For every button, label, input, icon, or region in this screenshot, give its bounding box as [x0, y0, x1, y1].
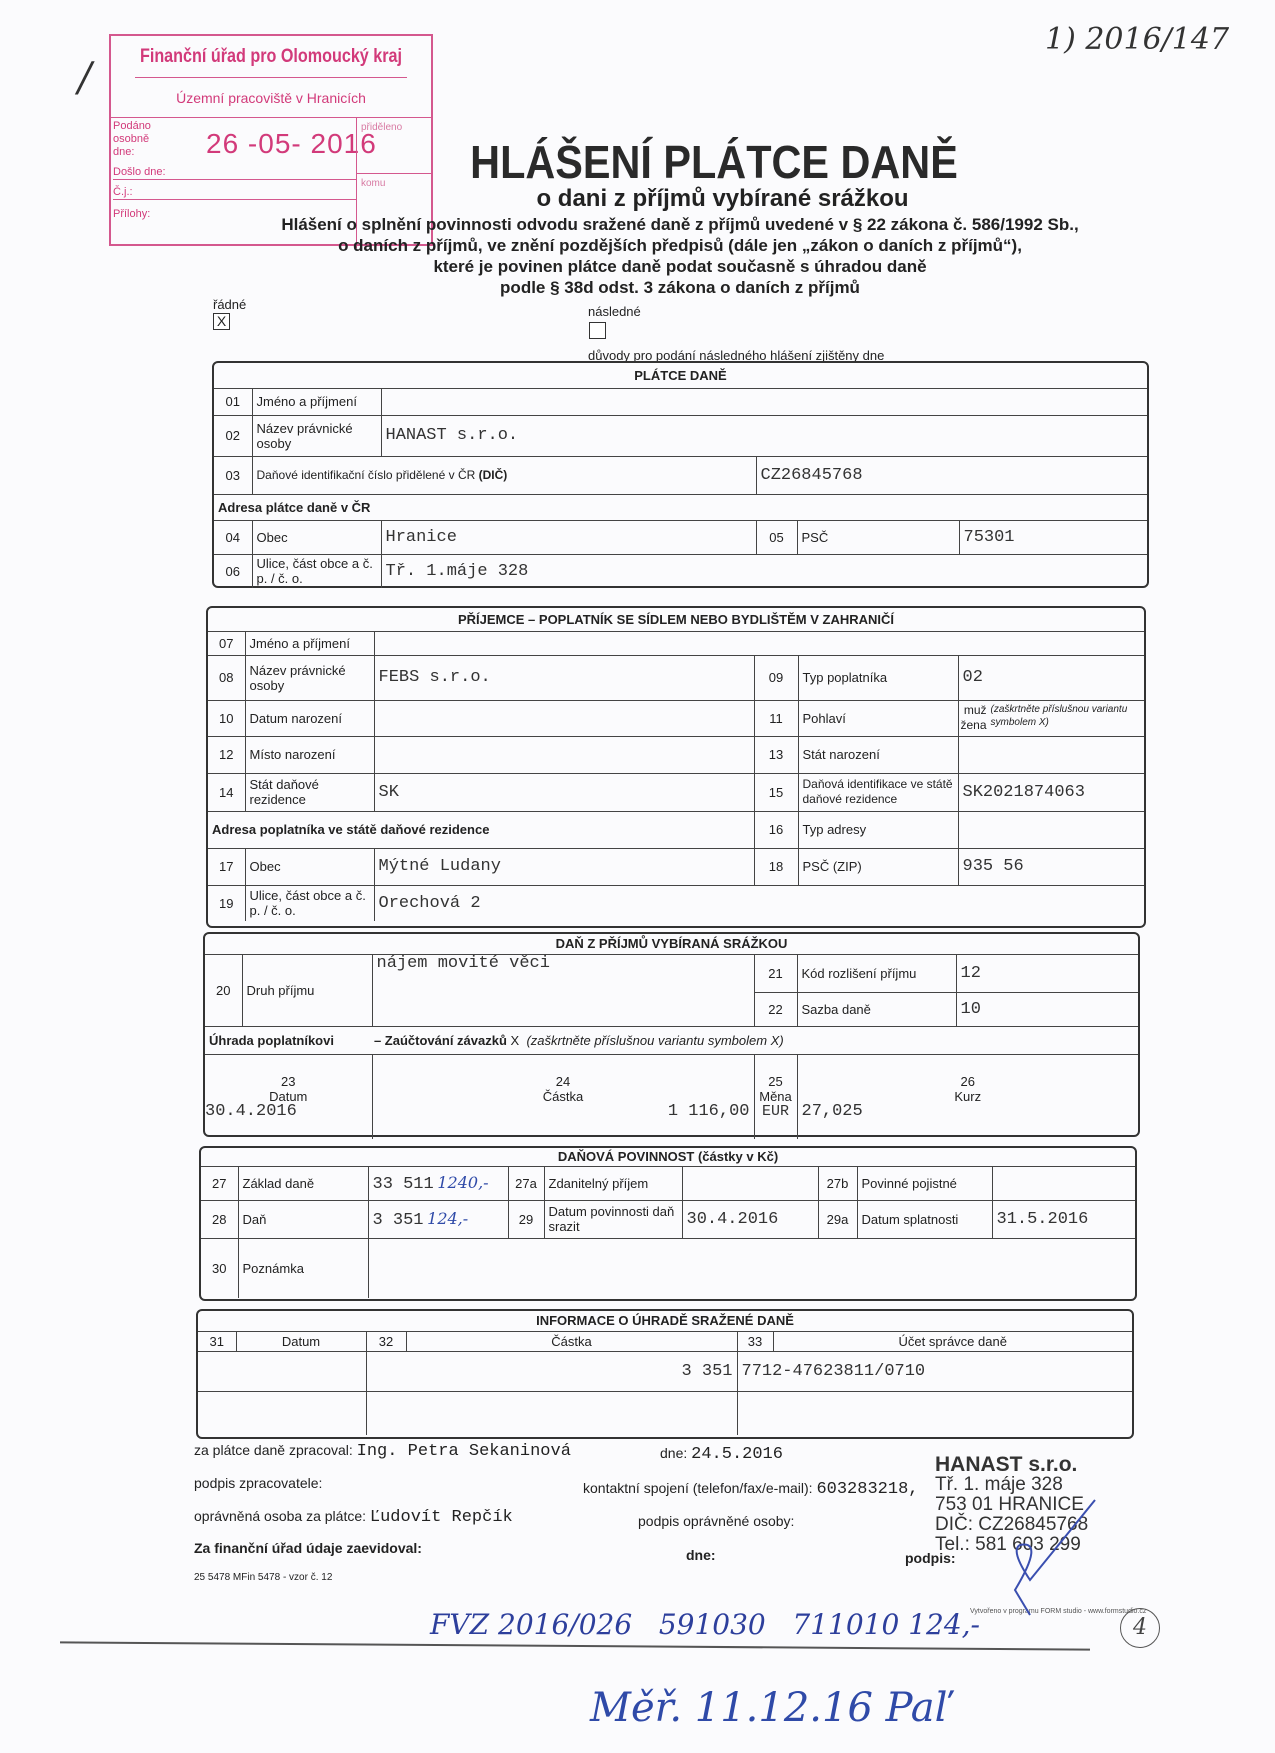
payer-name-field[interactable] — [381, 388, 1147, 415]
tax-field[interactable]: 3 351 — [372, 1210, 424, 1230]
withholding-title: DAŇ Z PŘÍJMŮ VYBÍRANÁ SRÁŽKOU — [205, 934, 1138, 954]
field-number: 27a — [508, 1166, 544, 1200]
field-label: Stát daňové rezidence — [245, 773, 374, 811]
field-label: Částka — [406, 1331, 737, 1351]
field-number: 27b — [818, 1166, 857, 1200]
payer-section — [212, 361, 1149, 588]
field-label: Datum splatnosti — [857, 1200, 992, 1238]
handwritten-ledger-note: FVZ 2016/026 591030 711010 124,- — [430, 1608, 981, 1641]
field-number: 28 — [201, 1200, 238, 1238]
field-number: 19 — [208, 885, 245, 921]
intro-line: podle § 38d odst. 3 zákona o daních z příjmů — [500, 278, 860, 297]
field-number: 33 — [737, 1331, 773, 1351]
note-field[interactable] — [368, 1238, 1135, 1298]
page-number-circle: 4 — [1120, 1608, 1160, 1648]
margin-mark: / — [78, 55, 92, 101]
payment-date-field[interactable]: 30.4.2016 — [205, 1102, 297, 1122]
payer-address-title: Adresa plátce daně v ČR — [214, 494, 1147, 520]
field-number: 29a — [818, 1200, 857, 1238]
field-number: 14 — [208, 773, 245, 811]
field-number: 31 — [198, 1331, 236, 1351]
regular-checkbox[interactable]: X — [213, 313, 230, 330]
field-number: 15 — [754, 773, 798, 811]
field-number: 04 — [214, 520, 252, 554]
handwritten-correction: 1240,- — [437, 1172, 489, 1192]
payer-title: PLÁTCE DANĚ — [214, 363, 1147, 388]
company-stamp-city: 753 01 HRANICE — [935, 1494, 1084, 1515]
field-number: 12 — [208, 736, 245, 773]
field-label: Stát narození — [798, 736, 958, 773]
subsequent-label: následné — [588, 304, 641, 319]
birth-date-field[interactable] — [374, 700, 754, 736]
field-label: Ulice, část obce a č. p. / č. o. — [252, 554, 381, 588]
field-number: 17 — [208, 848, 245, 885]
stamp-date: 26 -05- 2016 — [206, 128, 377, 159]
office-record-label: Za finanční úřad údaje zaevidoval: — [194, 1540, 422, 1556]
preparer-signature-label: podpis zpracovatele: — [194, 1475, 323, 1491]
settlement-note: (zaškrtněte příslušnou variantu symbolem X) — [526, 1032, 784, 1048]
payment-info-section — [196, 1309, 1134, 1439]
currency-field[interactable]: EUR — [761, 1103, 789, 1121]
payment-option[interactable]: Úhrada poplatníkovi — [209, 1032, 334, 1048]
field-label: Datum — [236, 1331, 366, 1351]
insurance-field[interactable] — [992, 1166, 1135, 1200]
field-number: 11 — [754, 700, 798, 736]
liability-section — [199, 1146, 1137, 1301]
tax-rate-field[interactable]: 10 — [956, 992, 1138, 1026]
intro-line: o daních z příjmů, ve znění pozdějších předpisů (dále jen „zákon o daních z příjmů“), — [338, 236, 1022, 255]
contact-value: 603283218, — [816, 1480, 919, 1499]
due-date-field[interactable]: 31.5.2016 — [992, 1200, 1135, 1238]
birth-country-field[interactable] — [958, 736, 1144, 773]
field-label: Obec — [245, 848, 374, 885]
field-number: 06 — [214, 554, 252, 588]
field-label: Daňové identifikační číslo přidělené v ČR — [256, 467, 476, 482]
field-number: 26 — [960, 1074, 975, 1090]
paid-date-field[interactable] — [198, 1351, 366, 1391]
office-date-label: dne: — [686, 1547, 716, 1563]
income-code-field[interactable]: 12 — [956, 954, 1138, 992]
stamp-assigned-label: přiděleno — [361, 122, 403, 133]
field-label: Datum povinnosti daň srazit — [544, 1200, 682, 1238]
authorized-signature-label: podpis oprávněné osoby: — [638, 1513, 795, 1529]
field-number: 27 — [201, 1166, 238, 1200]
field-label: Měna — [759, 1089, 792, 1105]
field-number: 25 — [768, 1074, 783, 1090]
gender-note: (zaškrtněte příslušnou variantu symbolem X) — [990, 704, 1128, 728]
withholding-date-field[interactable]: 30.4.2016 — [682, 1200, 818, 1238]
field-number: 24 — [555, 1074, 571, 1090]
payer-zip-field[interactable]: 75301 — [959, 520, 1147, 554]
field-number: 01 — [214, 388, 252, 415]
field-number: 16 — [754, 811, 798, 848]
payment-info-title: INFORMACE O ÚHRADĚ SRAŽENÉ DANĚ — [198, 1311, 1132, 1331]
intro-line: které je povinen plátce daně podat současně s úhradou daně — [433, 257, 927, 276]
stamp-attachments-label: Přílohy: — [113, 208, 151, 220]
gender-male-option[interactable]: muž — [963, 703, 987, 717]
field-label: (DIČ) — [478, 467, 508, 482]
liability-title: DAŇOVÁ POVINNOST (částky v Kč) — [201, 1148, 1135, 1166]
field-number: 20 — [205, 954, 242, 1026]
field-label: Kurz — [954, 1089, 982, 1105]
contact-label: kontaktní spojení (telefon/fax/e-mail): — [583, 1480, 813, 1496]
stamp-cj-label: Č.j.: — [113, 186, 356, 200]
intro-line: Hlášení o splnění povinnosti odvodu sražené daně z příjmů uvedené v § 22 zákona č. 586/1992 Sb., — [281, 215, 1079, 234]
settlement-option[interactable]: – Zaúčtování závazků — [373, 1032, 507, 1048]
company-stamp-street: Tř. 1. máje 328 — [935, 1474, 1063, 1495]
recipient-name-field[interactable] — [374, 631, 1144, 655]
recipient-company-field[interactable]: FEBS s.r.o. — [374, 655, 754, 700]
field-label: Jméno a příjmení — [252, 388, 381, 415]
income-type-field[interactable]: nájem movité věci — [372, 954, 754, 1026]
taxable-income-field[interactable] — [682, 1166, 818, 1200]
recipient-city-field[interactable]: Mýtné Ludany — [374, 848, 754, 885]
field-label: Místo narození — [245, 736, 374, 773]
recipient-type-field[interactable]: 02 — [958, 655, 1144, 700]
amount-field[interactable]: 1 116,00 — [667, 1102, 750, 1122]
field-label: Název právnické osoby — [245, 655, 374, 700]
settlement-mark: X — [510, 1032, 520, 1048]
divider-line — [60, 1641, 1090, 1650]
field-number: 18 — [754, 848, 798, 885]
payer-street-field[interactable]: Tř. 1.máje 328 — [381, 554, 1147, 588]
field-label: Název právnické osoby — [252, 415, 381, 456]
field-label: Pohlaví — [798, 700, 958, 736]
exchange-rate-field[interactable]: 27,025 — [801, 1102, 863, 1122]
field-label: Základ daně — [238, 1166, 368, 1200]
prepared-by-value: Ing. Petra Sekaninová — [356, 1442, 571, 1461]
withholding-section — [203, 932, 1140, 1137]
address-type-field[interactable] — [958, 811, 1144, 848]
tax-base-field[interactable]: 33 511 — [372, 1174, 434, 1194]
payer-company-field[interactable]: HANAST s.r.o. — [381, 415, 1147, 456]
office-account-field[interactable]: 7712-47623811/0710 — [737, 1351, 1132, 1391]
stamp-to-label: komu — [357, 173, 433, 193]
field-label: Daň — [238, 1200, 368, 1238]
authorized-person-label: oprávněná osoba za plátce: — [194, 1508, 367, 1524]
recipient-title: PŘÍJEMCE – POPLATNÍK SE SÍDLEM NEBO BYDLIŠTĚM V ZAHRANIČÍ — [208, 608, 1144, 631]
field-label: Částka — [542, 1089, 584, 1105]
stamp-office: Finanční úřad pro Olomoucký kraj — [135, 36, 407, 78]
handwritten-reference: 1) 2016/147 — [1045, 22, 1230, 57]
stamp-submitted-label: Podáno osobně dne: — [113, 120, 151, 158]
field-number: 03 — [214, 456, 252, 494]
recipient-street-field[interactable]: Orechová 2 — [374, 885, 1144, 921]
field-number: 21 — [754, 954, 797, 992]
field-label: Ulice, část obce a č. p. / č. o. — [245, 885, 374, 921]
field-number: 08 — [208, 655, 245, 700]
authorized-person-value: Ľudovít Repčík — [369, 1508, 513, 1527]
field-number: 13 — [754, 736, 798, 773]
field-label: Povinné pojistné — [857, 1166, 992, 1200]
stamp-branch: Územní pracoviště v Hranicích — [111, 78, 431, 118]
prepared-by-label: za plátce daně zpracoval: — [194, 1442, 353, 1458]
field-number: 09 — [754, 655, 798, 700]
office-signature-label: podpis: — [905, 1550, 956, 1566]
field-number: 29 — [508, 1200, 544, 1238]
field-number: 05 — [756, 520, 797, 554]
field-label: PSČ (ZIP) — [798, 848, 958, 885]
field-label: Poznámka — [238, 1238, 368, 1298]
residence-country-field[interactable]: SK — [374, 773, 754, 811]
recipient-zip-field[interactable]: 935 56 — [958, 848, 1144, 885]
field-number: 32 — [366, 1331, 406, 1351]
recipient-section — [206, 606, 1146, 928]
date-label: dne: — [660, 1445, 688, 1461]
field-label: Druh příjmu — [242, 954, 372, 1026]
field-number: 22 — [754, 992, 797, 1026]
foreign-tax-id-field[interactable]: SK2021874063 — [958, 773, 1144, 811]
field-label: PSČ — [797, 520, 959, 554]
form-code: 25 5478 MFin 5478 - vzor č. 12 — [194, 1572, 333, 1583]
company-stamp-tel: Tel.: 581 603 299 — [935, 1534, 1081, 1555]
field-label: Sazba daně — [797, 992, 956, 1026]
signature-scribble — [990, 1490, 1110, 1620]
page-title: HLÁŠENÍ PLÁTCE DANĚ — [470, 136, 958, 188]
field-number: 30 — [201, 1238, 238, 1298]
company-stamp-name: HANAST s.r.o. — [935, 1453, 1078, 1476]
paid-amount-field[interactable]: 3 351 — [366, 1351, 737, 1391]
payer-city-field[interactable]: Hranice — [381, 520, 756, 554]
handwritten-note: Měř. 11.12.16 Paľ — [590, 1685, 951, 1731]
payer-dic-field[interactable]: CZ26845768 — [756, 456, 1147, 494]
field-label: Kód rozlišení příjmu — [797, 954, 956, 992]
field-number: 23 — [281, 1074, 296, 1090]
field-label: Účet správce daně — [773, 1331, 1132, 1351]
field-label: Datum — [269, 1089, 308, 1105]
subsequent-checkbox[interactable] — [589, 322, 606, 339]
regular-label: řádné — [213, 297, 247, 312]
recipient-address-title: Adresa poplatníka ve státě daňové rezidence — [208, 811, 754, 848]
gender-female-option[interactable]: žena — [960, 718, 987, 732]
field-label: Datum narození — [245, 700, 374, 736]
reasons-label: důvody pro podání následného hlášení zjištěny dne — [588, 348, 885, 363]
page-subtitle: o dani z příjmů vybírané srážkou — [536, 185, 909, 212]
field-label: Zdanitelný příjem — [544, 1166, 682, 1200]
form-credit: Vytvořeno v programu FORM studio - www.formstudio.cz — [970, 1608, 1147, 1615]
field-number: 07 — [208, 631, 245, 655]
date-value: 24.5.2016 — [691, 1445, 783, 1464]
field-number: 10 — [208, 700, 245, 736]
field-label: Jméno a příjmení — [245, 631, 374, 655]
intro-paragraph — [200, 214, 1160, 298]
field-label: Typ poplatníka — [798, 655, 958, 700]
field-label: Daňová identifikace ve státě daňové rezidence — [798, 773, 958, 811]
field-label: Obec — [252, 520, 381, 554]
handwritten-correction: 124,- — [427, 1208, 469, 1228]
field-number: 02 — [214, 415, 252, 456]
company-stamp-dic: DIČ: CZ26845768 — [935, 1514, 1089, 1535]
birth-place-field[interactable] — [374, 736, 754, 773]
field-label: Typ adresy — [798, 811, 958, 848]
stamp-received-label: Došlo dne: — [113, 166, 356, 180]
